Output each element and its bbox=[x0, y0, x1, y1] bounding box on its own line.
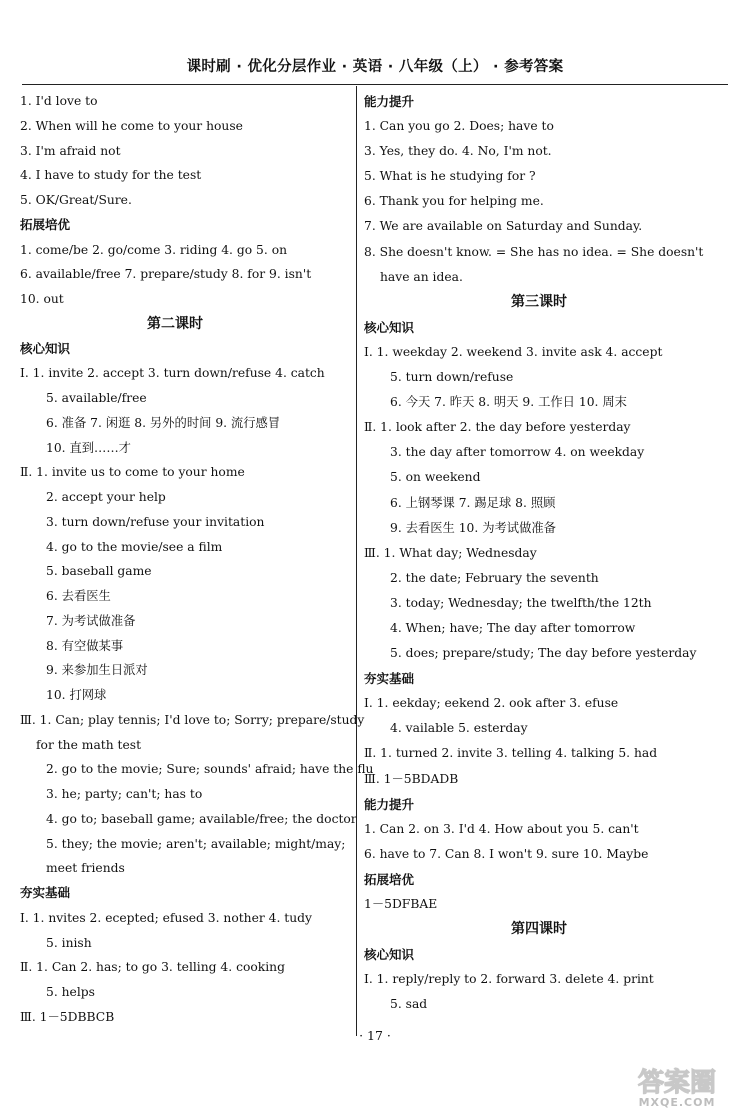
answer-line: 4. vailable 5. esterday bbox=[390, 721, 528, 736]
answer-line: 6. 上钢琴课 7. 踢足球 8. 照顾 bbox=[390, 495, 556, 510]
answer-line: 10. 直到……才 bbox=[46, 440, 131, 455]
answer-line: 3. he; party; can't; has to bbox=[46, 787, 203, 801]
answer-line: 10. out bbox=[20, 292, 64, 306]
answer-line: 2. go to the movie; Sure; sounds' afraid; have the flu bbox=[46, 762, 374, 777]
answer-line: Ⅲ. 1－5BDADB bbox=[364, 771, 459, 786]
answer-line: 6. have to 7. Can 8. I won't 9. sure 10. Maybe bbox=[364, 846, 649, 861]
answer-line: 4. When; have; The day after tomorrow bbox=[390, 620, 636, 635]
answer-line: 3. I'm afraid not bbox=[20, 143, 121, 158]
answer-line: 5. does; prepare/study; The day before yesterday bbox=[390, 646, 697, 661]
answer-line: 2. When will he come to your house bbox=[20, 118, 243, 133]
answer-line: 5. turn down/refuse bbox=[390, 370, 514, 385]
answer-line: 4. go to; baseball game; available/free; the doctor bbox=[46, 811, 357, 826]
column-divider bbox=[356, 86, 357, 1036]
answer-line: Ⅱ. 1. turned 2. invite 3. telling 4. talking 5. had bbox=[364, 746, 658, 761]
answer-line: 5. baseball game bbox=[46, 564, 152, 579]
answer-line: 5. inish bbox=[46, 935, 92, 950]
answer-line: 7. We are available on Saturday and Sunday. bbox=[364, 219, 643, 234]
section-heading: 能力提升 bbox=[364, 796, 415, 812]
answer-line: 2. the date; February the seventh bbox=[390, 570, 599, 585]
answer-line: Ⅰ. 1. reply/reply to 2. forward 3. delete 4. print bbox=[364, 972, 654, 987]
right-column bbox=[364, 89, 734, 1017]
section-heading: 核心知识 bbox=[20, 340, 71, 356]
answer-line: 1. I'd love to bbox=[20, 94, 98, 108]
section-heading: 核心知识 bbox=[364, 947, 415, 963]
answer-line: 3. today; Wednesday; the twelfth/the 12th bbox=[390, 595, 652, 610]
answer-line: 8. She doesn't know. = She has no idea. = She doesn't bbox=[364, 244, 704, 259]
answer-line: 2. accept your help bbox=[46, 490, 166, 504]
answer-line: 3. the day after tomorrow 4. on weekday bbox=[390, 445, 645, 460]
answer-line: meet friends bbox=[46, 861, 125, 876]
answer-line: 6. 今天 7. 昨天 8. 明天 9. 工作日 10. 周末 bbox=[390, 395, 627, 410]
answer-line: Ⅰ. 1. weekday 2. weekend 3. invite ask 4. accept bbox=[364, 344, 663, 359]
answer-line: 9. 去看医生 10. 为考试做准备 bbox=[390, 520, 556, 535]
answer-line: Ⅱ. 1. invite us to come to your home bbox=[20, 465, 245, 480]
answer-line: 7. 为考试做准备 bbox=[46, 613, 136, 628]
section-heading: 夯实基础 bbox=[20, 885, 71, 900]
answer-line: Ⅰ. 1. eekday; eekend 2. ook after 3. efuse bbox=[364, 696, 619, 711]
answer-line: 10. 打网球 bbox=[46, 688, 107, 702]
watermark-logo bbox=[612, 1063, 742, 1109]
section-heading: 夯实基础 bbox=[364, 671, 415, 687]
answer-line: 9. 来参加生日派对 bbox=[46, 663, 148, 678]
answer-line: Ⅰ. 1. nvites 2. ecepted; efused 3. nother 4. tudy bbox=[20, 910, 312, 925]
answer-line: 3. turn down/refuse your invitation bbox=[46, 514, 265, 529]
answer-line: 5. they; the movie; aren't; available; might/may; bbox=[46, 836, 346, 851]
answer-line: 4. I have to study for the test bbox=[20, 168, 202, 183]
answer-line: 6. 去看医生 bbox=[46, 589, 111, 603]
answer-line: 5. OK/Great/Sure. bbox=[20, 193, 132, 207]
answer-line: 4. go to the movie/see a film bbox=[46, 539, 223, 554]
section-heading: 拓展培优 bbox=[364, 871, 415, 887]
answer-line: 5. sad bbox=[390, 997, 428, 1012]
answer-line: 5. on weekend bbox=[390, 470, 481, 485]
answer-line: 1. come/be 2. go/come 3. riding 4. go 5. on bbox=[20, 242, 288, 257]
answer-line: 1－5DFBAE bbox=[364, 897, 438, 911]
answer-line: Ⅰ. 1. invite 2. accept 3. turn down/refuse 4. catch bbox=[20, 366, 325, 381]
page-header: 课时刷 · 优化分层作业 · 英语 · 八年级（上） · 参考答案 bbox=[186, 59, 564, 75]
answer-line: Ⅲ. 1－5DBBCB bbox=[20, 1009, 115, 1024]
section-heading: 核心知识 bbox=[364, 319, 415, 335]
section-heading: 能力提升 bbox=[364, 94, 415, 109]
page-number: · 17 · bbox=[359, 1028, 391, 1043]
lesson-title: 第四课时 bbox=[511, 921, 567, 938]
answer-line: Ⅱ. 1. look after 2. the day before yesterday bbox=[364, 420, 631, 435]
answer-line: Ⅱ. 1. Can 2. has; to go 3. telling 4. cooking bbox=[20, 960, 285, 975]
header-rule bbox=[22, 84, 728, 85]
answer-line: 5. helps bbox=[46, 985, 95, 999]
lesson-title: 第三课时 bbox=[511, 293, 567, 310]
left-column bbox=[20, 89, 374, 1030]
answer-line: 8. 有空做某事 bbox=[46, 638, 124, 653]
answer-line: 6. available/free 7. prepare/study 8. for 9. isn't bbox=[20, 267, 312, 282]
answer-line: 3. Yes, they do. 4. No, I'm not. bbox=[364, 144, 552, 159]
answer-line: for the math test bbox=[36, 737, 142, 752]
answer-line: Ⅲ. 1. Can; play tennis; I'd love to; Sorry; prepare/study bbox=[20, 712, 365, 727]
answer-line: 5. What is he studying for ? bbox=[364, 169, 536, 184]
answer-line: 6. 准备 7. 闲逛 8. 另外的时间 9. 流行感冒 bbox=[46, 415, 281, 430]
watermark-text: 答案圈 bbox=[637, 1068, 717, 1098]
answer-line: 1. Can 2. on 3. I'd 4. How about you 5. can't bbox=[364, 821, 639, 836]
watermark-url: MXQE.COM bbox=[638, 1096, 716, 1109]
section-heading: 拓展培优 bbox=[20, 216, 71, 232]
answer-line: 6. Thank you for helping me. bbox=[364, 194, 544, 209]
lesson-title: 第二课时 bbox=[147, 315, 203, 332]
answer-line: 5. available/free bbox=[46, 391, 147, 405]
answer-line: Ⅲ. 1. What day; Wednesday bbox=[364, 545, 537, 560]
answer-line: 1. Can you go 2. Does; have to bbox=[364, 119, 554, 134]
answer-line: have an idea. bbox=[380, 269, 463, 284]
